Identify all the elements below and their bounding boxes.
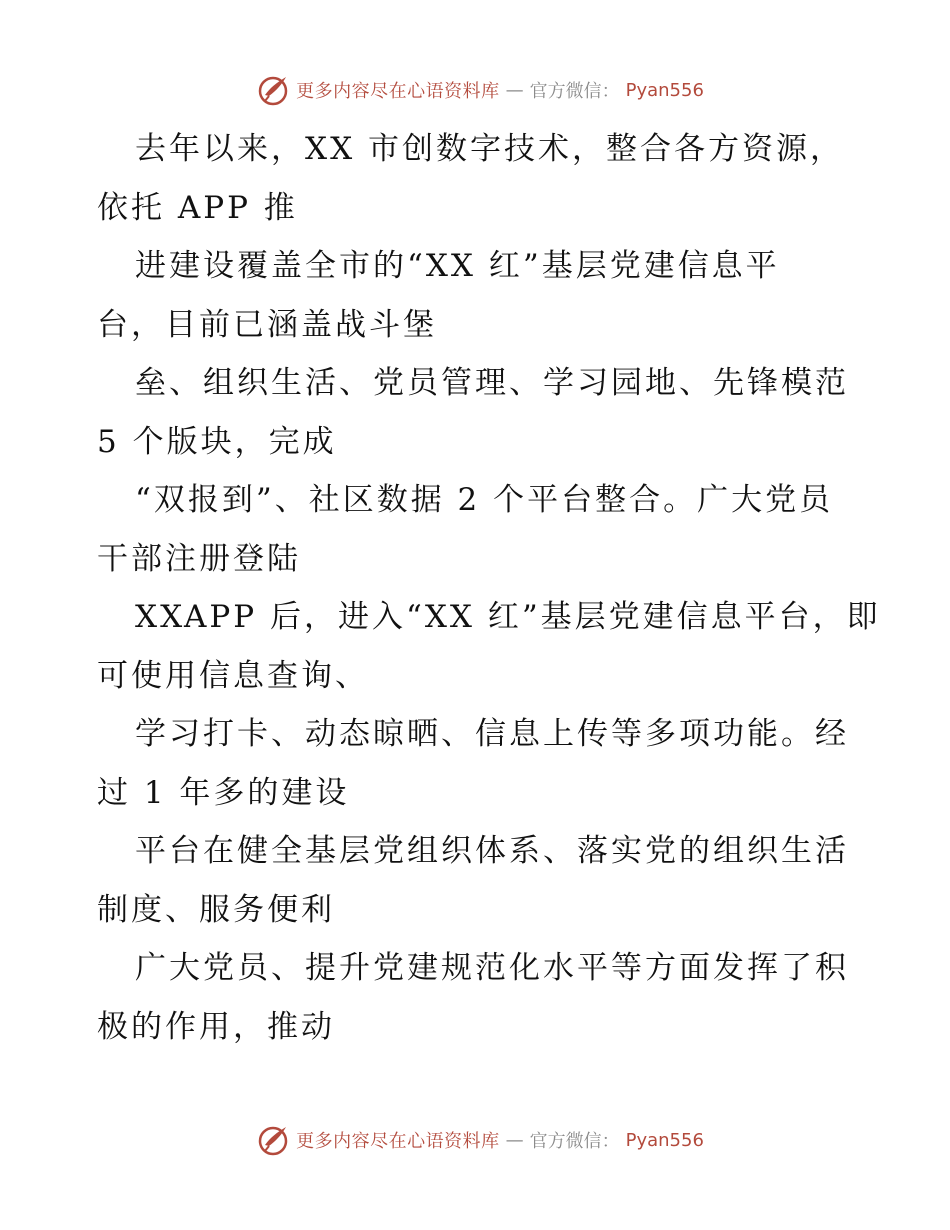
- document-body: [97, 120, 881, 1056]
- paragraph-line: 去年以来，XX 市创数字技术，整合各方资源，: [135, 131, 844, 167]
- banner-separator: —: [505, 79, 524, 101]
- wechat-id: Pyan556: [625, 1129, 704, 1151]
- paragraph-line: 平台在健全基层党组织体系、落实党的组织生活: [135, 833, 849, 869]
- paragraph-line: 极的作用，推动: [97, 1008, 335, 1045]
- wechat-label: 官方微信：: [529, 1131, 620, 1152]
- paragraph-line: 制度、服务便利: [97, 891, 335, 928]
- header-watermark: [256, 73, 704, 107]
- paragraph-line: 学习打卡、动态晾晒、信息上传等多项功能。经: [135, 716, 849, 752]
- site-slogan: 更多内容尽在心语资料库: [296, 1131, 500, 1152]
- paragraph-line: 广大党员、提升党建规范化水平等方面发挥了积: [135, 950, 849, 986]
- paragraph-line: 过 1 年多的建设: [97, 774, 350, 811]
- paragraph-line: 进建设覆盖全市的“XX 红”基层党建信息平: [135, 248, 780, 284]
- footer-watermark-banner: [0, 1120, 950, 1160]
- paragraph-line: 垒、组织生活、党员管理、学习园地、先锋模范: [135, 365, 849, 401]
- wechat-label: 官方微信：: [529, 81, 620, 102]
- paragraph-line: 台，目前已涵盖战斗堡: [97, 306, 437, 343]
- paragraph-line: 依托 APP 推: [97, 189, 298, 226]
- site-slogan: 更多内容尽在心语资料库: [296, 81, 500, 102]
- paragraph-line: XXAPP 后，进入“XX 红”基层党建信息平台，即: [135, 599, 881, 635]
- banner-separator: —: [505, 1129, 524, 1151]
- quill-logo-icon: [256, 73, 290, 107]
- paragraph-line: “双报到”、社区数据 2 个平台整合。广大党员: [135, 482, 834, 518]
- footer-watermark: [256, 1123, 704, 1157]
- paragraph-line: 5 个版块，完成: [97, 423, 337, 460]
- header-watermark-banner: [0, 70, 950, 110]
- wechat-id: Pyan556: [625, 79, 704, 101]
- paragraph-line: 干部注册登陆: [97, 540, 301, 577]
- quill-logo-icon: [256, 1123, 290, 1157]
- paragraph-line: 可使用信息查询、: [97, 657, 369, 694]
